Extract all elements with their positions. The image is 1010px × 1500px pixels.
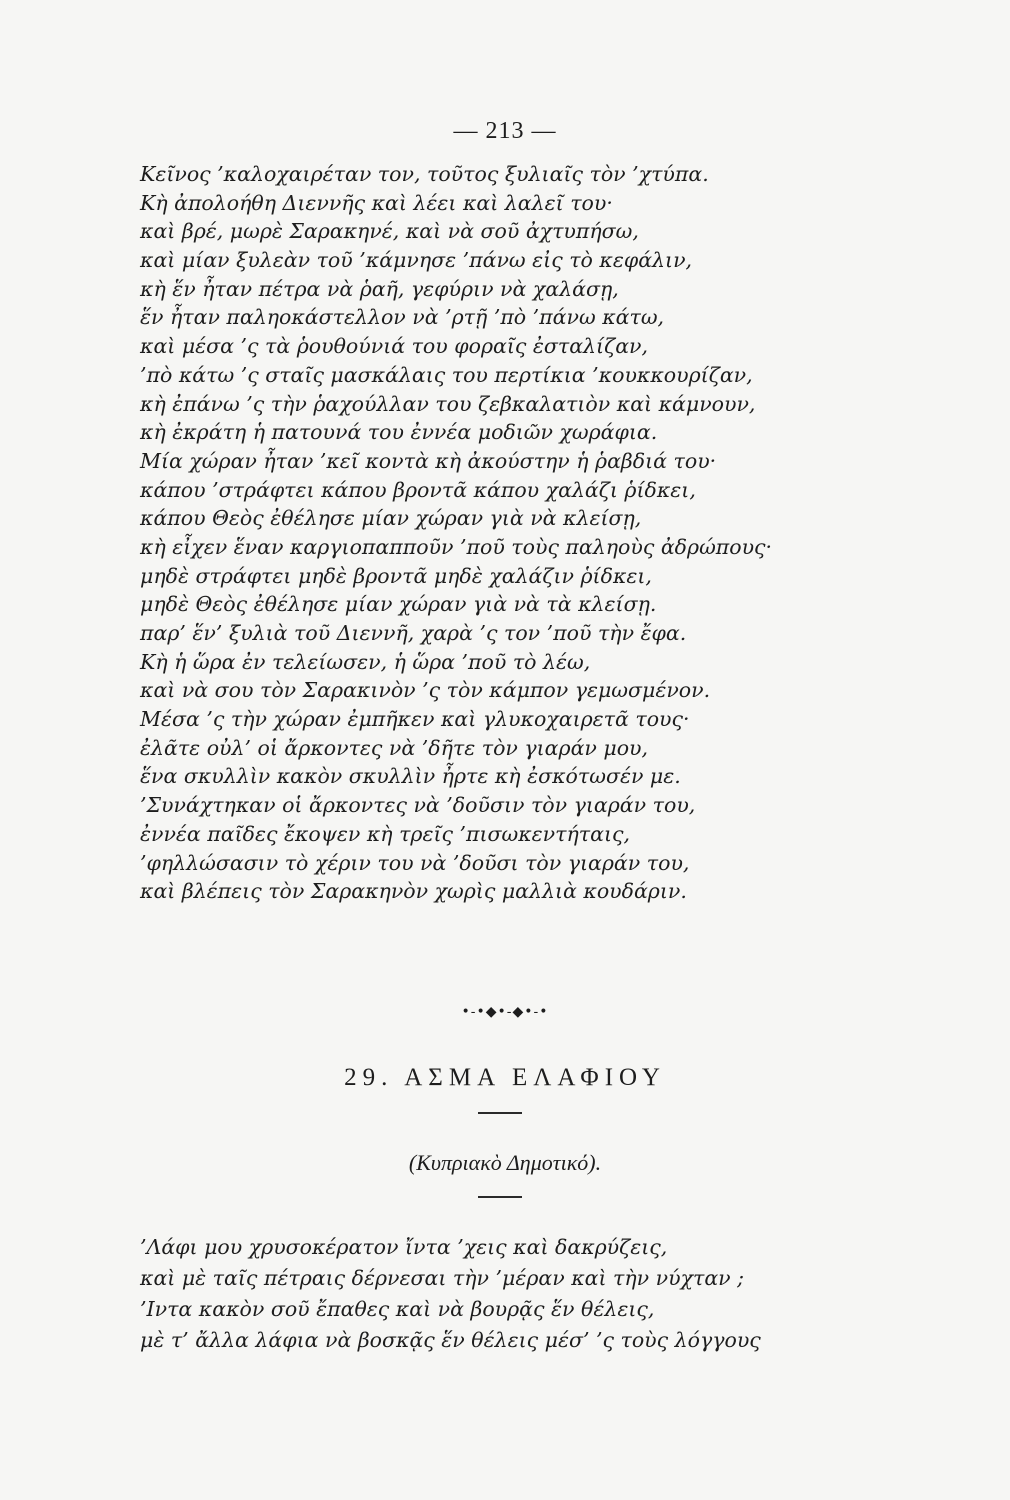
poem-line: Μία χώραν ἦταν ’κεῖ κοντὰ κὴ ἀκούστην ἡ ῥαβδιά του· (140, 448, 717, 473)
poem-line: Κὴ ἀπολοήθη Διεννῆς καὶ λέει καὶ λαλεῖ του· (140, 190, 613, 215)
song-text (140, 1232, 840, 1356)
title-rule (478, 1112, 522, 1114)
poem-line: καὶ νὰ σου τὸν Σαρακινὸν ’ς τὸν κάμπον γεμωσμένον. (140, 678, 711, 703)
section-title: 29. ΑΣΜΑ ΕΛΑΦΙΟΥ (344, 1064, 666, 1091)
page-number: — 213 — (453, 118, 557, 144)
poem-line: καὶ βλέπεις τὸν Σαρακηνὸν χωρὶς μαλλιὰ κουδάριν. (140, 879, 687, 904)
song-line: ’Ιντα κακὸν σοῦ ἔπαθες καὶ νὰ βουρᾷς ἕν θέλεις, (140, 1297, 655, 1321)
subtitle-rule (478, 1196, 522, 1198)
poem-text (140, 160, 840, 906)
poem-line: ἕνα σκυλλὶν κακὸν σκυλλὶν ἦρτε κὴ ἐσκότωσέν με. (140, 764, 681, 789)
ornament-divider: •-•◆•-◆•-• (461, 1004, 549, 1020)
poem-line: Κὴ ἡ ὥρα ἐν τελείωσεν, ἡ ὥρα ’ποῦ τὸ λέω, (140, 649, 591, 674)
poem-line: ’πὸ κάτω ’ς σταῖς μασκάλαις του περτίκια ’κουκκουρίζαν, (140, 362, 753, 387)
poem-line: κὴ ἐκράτη ἡ πατουνά του ἐννέα μοδιῶν χωράφια. (140, 420, 658, 445)
poem-line: παρ’ ἕν’ ξυλιὰ τοῦ Διεννῆ, χαρὰ ’ς τον ’ποῦ τὴν ἔφα. (140, 621, 687, 645)
poem-line: κάπου ’στράφτει κάπου βροντᾶ κάπου χαλάζι ῥίδκει, (140, 477, 696, 502)
poem-line: καὶ μίαν ξυλεὰν τοῦ ’κάμνησε ’πάνω εἰς τὸ κεφάλιν, (140, 248, 693, 273)
poem-line: μηδὲ στράφτει μηδὲ βροντᾶ μηδὲ χαλάζιν ῥίδκει, (140, 563, 652, 588)
poem-line: ’φηλλώσασιν τὸ χέριν του νὰ ’δοῦσι τὸν γιαράν του, (140, 850, 690, 875)
poem-line: καὶ βρέ, μωρὲ Σαρακηνέ, καὶ νὰ σοῦ ἀχτυπήσω, (140, 219, 639, 244)
poem-line: κάπου Θεὸς ἐθέλησε μίαν χώραν γιὰ νὰ κλείσῃ, (140, 506, 642, 531)
poem-line: ἕν ἦταν παληοκάστελλον νὰ ’ρτῇ ’πὸ ’πάνω κάτω, (140, 305, 665, 330)
poem-line: κὴ εἶχεν ἕναν καργιοπαπποῦν ’ποῦ τοὺς παληοὺς ἀδρώπους· (140, 534, 773, 559)
song-line: ’Λάφι μου χρυσοκέρατον ἴντα ’χεις καὶ δακρύζεις, (140, 1235, 668, 1259)
poem-line: κὴ ἕν ἦταν πέτρα νὰ ῥαῆ, γεφύριν νὰ χαλάσῃ, (140, 276, 619, 301)
poem-line: Κεῖνος ’καλοχαιρέταν τον, τοῦτος ξυλιαῖς τὸν ’χτύπα. (140, 162, 709, 186)
poem-line: καὶ μέσα ’ς τὰ ῥουθούνιά του φοραῖς ἐσταλίζαν, (140, 334, 649, 359)
poem-line: ἐννέα παῖδες ἔκοψεν κὴ τρεῖς ’πισωκεντήταις, (140, 821, 630, 846)
poem-line: Μέσα ’ς τὴν χώραν ἐμπῆκεν καὶ γλυκοχαιρετᾶ τους· (140, 707, 690, 732)
section-subtitle: (Κυπριακὸ Δημοτικό). (408, 1150, 602, 1175)
poem-line: κὴ ἐπάνω ’ς τὴν ῥαχούλλαν του ζεβκαλατιὸν καὶ κάμνουν, (140, 391, 756, 416)
song-line: καὶ μὲ ταῖς πέτραις δέρνεσαι τὴν ’μέραν καὶ τὴν νύχταν ; (140, 1266, 745, 1290)
song-line: μὲ τ’ ἄλλα λάφια νὰ βοσκᾷς ἕν θέλεις μέσ’ ’ς τοὺς λόγγους (140, 1328, 761, 1352)
poem-line: ἐλᾶτε οὐλ’ οἱ ἄρκοντες νὰ ’δῆτε τὸν γιαράν μου, (140, 735, 649, 760)
poem-line: ’Συνάχτηκαν οἱ ἄρκοντες νὰ ’δοῦσιν τὸν γιαράν του, (140, 793, 696, 818)
poem-line: μηδὲ Θεὸς ἐθέλησε μίαν χώραν γιὰ νὰ τὰ κλείσῃ. (140, 592, 657, 617)
